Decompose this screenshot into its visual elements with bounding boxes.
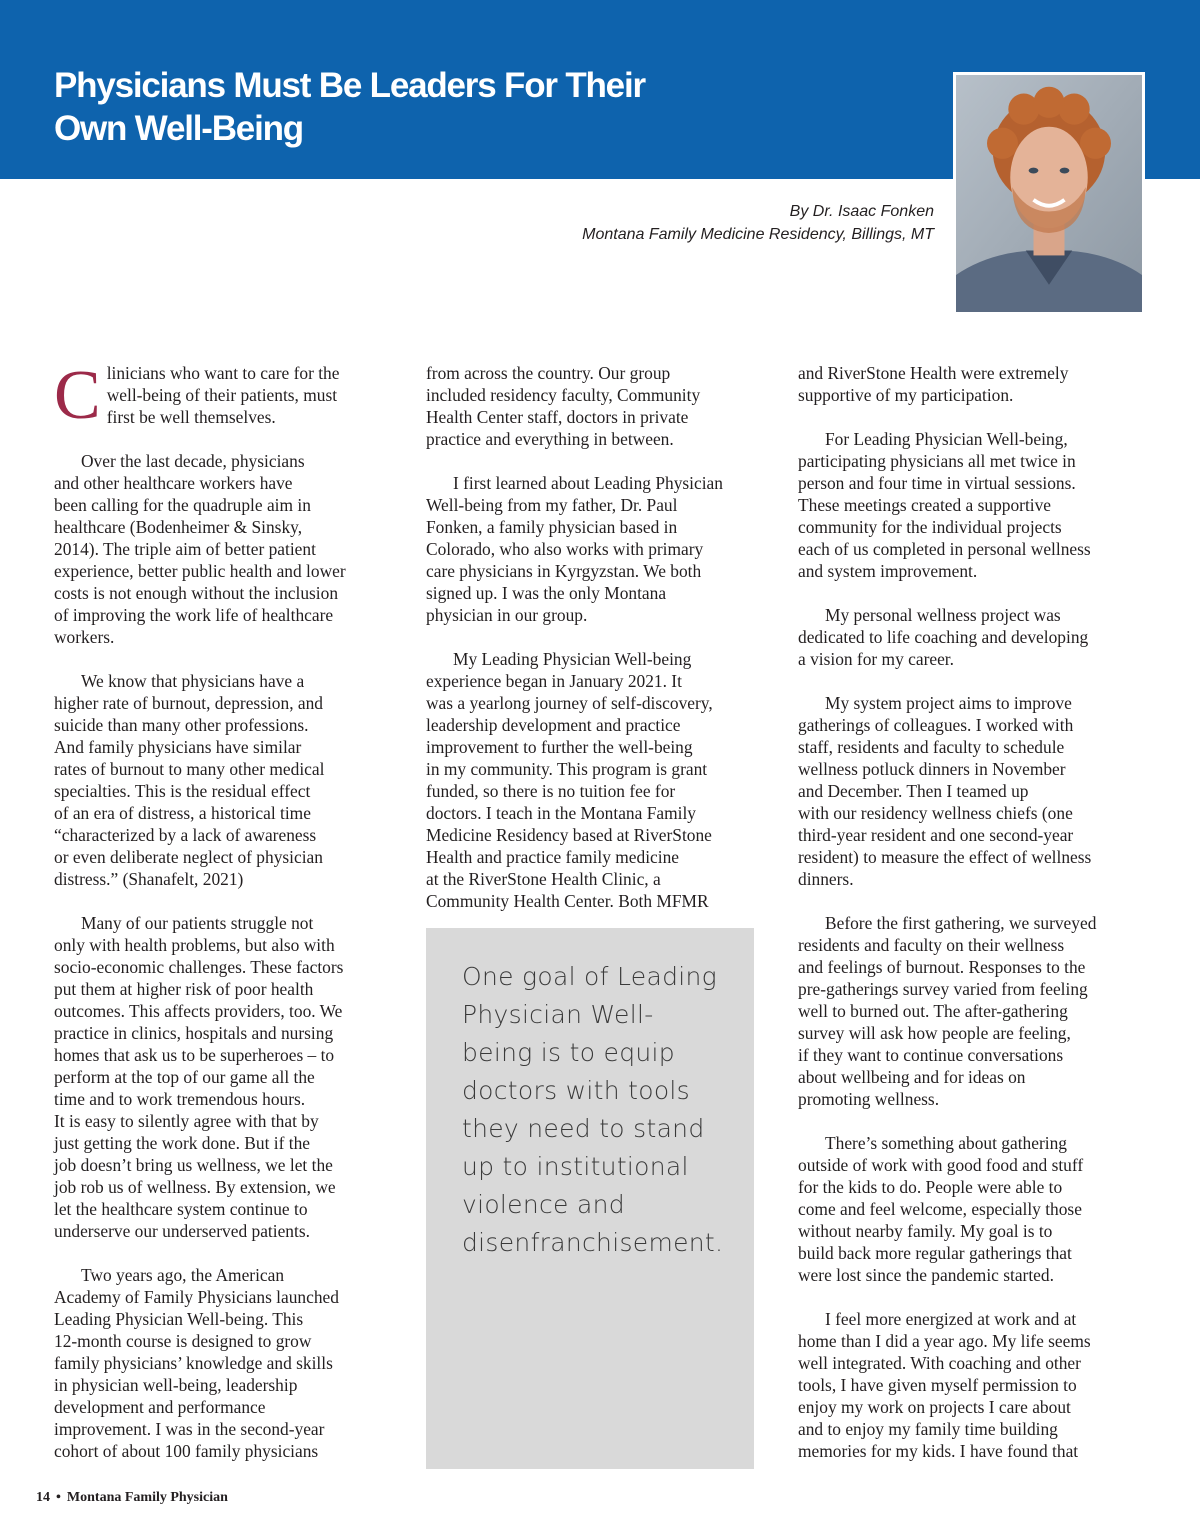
page-number: 14 bbox=[36, 1490, 50, 1505]
paragraph: My system project aims to improve gatherings of colleagues. I worked with staff, residents and faculty to schedule wellness potluck dinners in November and December. Then I teamed up with our residency wellness chiefs (one third-year resident and one second-year resident) to measure the effect of wellness dinners. bbox=[798, 693, 1092, 889]
publication-name: Montana Family Physician bbox=[66, 1490, 228, 1505]
byline-affiliation: Montana Family Medicine Residency, Billings, MT bbox=[582, 226, 934, 243]
article-column-3 bbox=[798, 362, 1150, 1484]
drop-cap: C bbox=[54, 357, 101, 434]
paragraph: For Leading Physician Well-being, participating physicians all met twice in person and four time in virtual sessions. These meetings created a supportive community for the individual projects each of us completed in personal wellness and system improvement. bbox=[798, 429, 1091, 581]
paragraph: and RiverStone Health were extremely supportive of my participation. bbox=[798, 363, 1069, 405]
paragraph: from across the country. Our group included residency faculty, Community Health Center staff, doctors in private practice and everything in between. bbox=[426, 363, 701, 449]
byline-author: By Dr. Isaac Fonken bbox=[789, 203, 934, 220]
author-portrait-image bbox=[956, 75, 1142, 312]
paragraph: I feel more energized at work and at home than I did a year ago. My life seems well integrated. With coaching and other tools, I have given myself permission to enjoy my work on projects I care about and to enjoy my family time building memories for my kids. I have found that bbox=[798, 1309, 1091, 1461]
byline bbox=[582, 200, 934, 246]
paragraph: I first learned about Leading Physician Well-being from my father, Dr. Paul Fonken, a family physician based in Colorado, who also works with primary care physicians in Kyrgyzstan. We both signed up. I was the only Montana physician in our group. bbox=[426, 473, 723, 625]
paragraph: There’s something about gathering outside of work with good food and stuff for the kids to do. People were able to come and feel welcome, especially those without nearby family. My goal is to build back more regular gatherings that were lost since the pandemic started. bbox=[798, 1133, 1084, 1285]
paragraph: Two years ago, the American Academy of Family Physicians launched Leading Physician Well-being. This 12-month course is designed to grow family physicians’ knowledge and skills in physician well-being, leadership development and performance improvement. I was in the second-year cohort of about 100 family physicians bbox=[54, 1265, 339, 1461]
pull-quote-text: One goal of Leading Physician Well- being is to equip doctors with tools they need to stand up to institutional violence and disenfranchisement. bbox=[462, 962, 724, 1257]
footer-bullet: • bbox=[56, 1490, 61, 1505]
paragraph: Before the first gathering, we surveyed residents and faculty on their wellness and feelings of burnout. Responses to the pre-gatherings survey varied from feeling well to burned out. The after-gathering survey will ask how people are feeling, if they want to continue conversations about wellbeing and for ideas on promoting wellness. bbox=[798, 913, 1097, 1109]
paragraph: My Leading Physician Well-being experience began in January 2021. It was a yearlong journey of self-discovery, leadership development and practice improvement to further the well-being in my community. This program is grant funded, so there is no tuition fee for doctors. I teach in the Montana Family Medicine Residency based at RiverStone Health and practice family medicine at the RiverStone Health Clinic, a Community Health Center. Both MFMR bbox=[426, 649, 713, 911]
article-column-1 bbox=[54, 357, 406, 1484]
paragraph: Over the last decade, physicians and other healthcare workers have been calling for the quadruple aim in healthcare (Bodenheimer & Sinsky, 2014). The triple aim of better patient experience, better public health and lower costs is not enough without the inclusion of improving the work life of healthcare workers. bbox=[54, 451, 346, 647]
author-photo bbox=[953, 72, 1145, 315]
article-title: Physicians Must Be Leaders For Their Own Well-Being bbox=[54, 66, 645, 148]
paragraph: We know that physicians have a higher rate of burnout, depression, and suicide than many other professions. And family physicians have similar rates of burnout to many other medical specialties. This is the residual effect of an era of distress, a historical time “characterized by a lack of awareness or even deliberate neglect of physician distress.” (Shanafelt, 2021) bbox=[54, 671, 325, 889]
paragraph: Many of our patients struggle not only with health problems, but also with socio-economic challenges. These factors put them at higher risk of poor health outcomes. This affects providers, too. We practice in clinics, hospitals and nursing homes that ask us to be superheroes – to perform at the top of our game all the time and to work tremendous hours. It is easy to silently agree with that by just getting the work done. But if the job doesn’t bring us wellness, we let the job rob us of wellness. By extension, we let the healthcare system continue to underserve our underserved patients. bbox=[54, 913, 344, 1241]
paragraph: My personal wellness project was dedicated to life coaching and developing a vision for my career. bbox=[798, 605, 1089, 669]
paragraph-intro: Clinicians who want to care for the well-being of their patients, must first be well themselves. bbox=[54, 357, 340, 434]
pull-quote-box bbox=[426, 928, 754, 1469]
article-column-2 bbox=[426, 362, 778, 934]
page-footer bbox=[36, 1490, 228, 1506]
